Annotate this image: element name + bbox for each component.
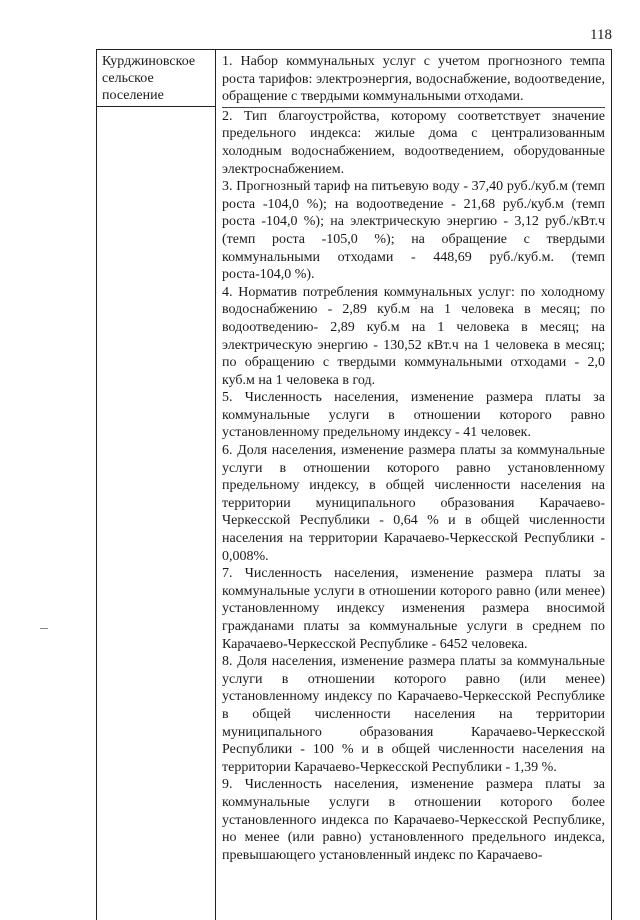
indicator-item-5: 5. Численность населения, изменение размера платы за коммунальные услуги в отношении которого равно установленному предельному индексу - 41 человек. (222, 390, 605, 441)
margin-mark (40, 628, 48, 629)
document-table (96, 49, 612, 920)
municipality-name (97, 53, 215, 107)
indicator-item-6: 6. Доля населения, изменение размера платы за коммунальные услуги в отношении которого равно установленному предельному индексу, в общей численности населения на территории муниципального образования Карачаево-Черкесской Республики - 0,64 % и в общей численности населения на территории Карачаево-Черкесской Республики - 0,008%. (222, 443, 605, 564)
indicator-item-2: 2. Тип благоустройства, которому соответствует значение предельного индекса: жилые дома с централизованным холодным водоснабжением, водоотведением, оборудованные электроснабжением. (222, 108, 605, 177)
indicator-item-4: 4. Норматив потребления коммунальных услуг: по холодному водоснабжению - 2,89 куб.м на 1 человека в месяц; по водоотведению- 2,89 куб.м на 1 человека в месяц; на электрическую энергию - 130,52 кВт.ч на 1 человека в месяц; по обращению с твердыми коммунальными отходами - 2,0 куб.м на 1 человека в год. (222, 284, 605, 388)
indicator-item-8: 8. Доля населения, изменение размера платы за коммунальные услуги в отношении которого равно (или менее) установленному индексу по Карачаево-Черкесской Республике в общей численности населения на территории муниципального образования Карачаево-Черкесской Республики - 100 % и в общей численности населения на территории Карачаево-Черкесской Республики - 1,39 %. (222, 654, 605, 775)
indicators-cell (216, 50, 611, 920)
indicator-item-3: 3. Прогнозный тариф на питьевую воду - 37,40 руб./куб.м (темп роста -104,0 %); на водоотведение - 21,68 руб./куб.м (темп роста -104,0 %); на электрическую энергию - 3,12 руб./кВт.ч (темп роста -105,0 %); на обращение с твердыми коммунальными отходами - 448,69 руб./куб.м. (темп роста-104,0 %). (222, 179, 605, 283)
municipality-line: Курджиновское (102, 54, 196, 69)
municipality-line: поселение (102, 88, 164, 103)
indicator-item-9: 9. Численность населения, изменение размера платы за коммунальные услуги в отношении которого более установленного индекса по Карачаево-Черкесской Республике, но менее (или равно) установленного предельного индекса, превышающего установленный индекс по Карачаево- (222, 777, 605, 863)
page-number: 118 (590, 27, 612, 43)
municipality-cell (97, 50, 216, 920)
municipality-line: сельское (102, 71, 154, 86)
indicator-item-1: 1. Набор коммунальных услуг с учетом прогнозного темпа роста тарифов: электроэнергия, водоснабжение, водоотведение, обращение с твердыми коммунальными отходами. (222, 53, 605, 108)
indicator-item-7: 7. Численность населения, изменение размера платы за коммунальные услуги в отношении которого равно (или менее) установленному индексу изменения размера вносимой гражданами платы за коммунальные услуги в среднем по Карачаево-Черкесской Республике - 6452 человека. (222, 566, 605, 652)
